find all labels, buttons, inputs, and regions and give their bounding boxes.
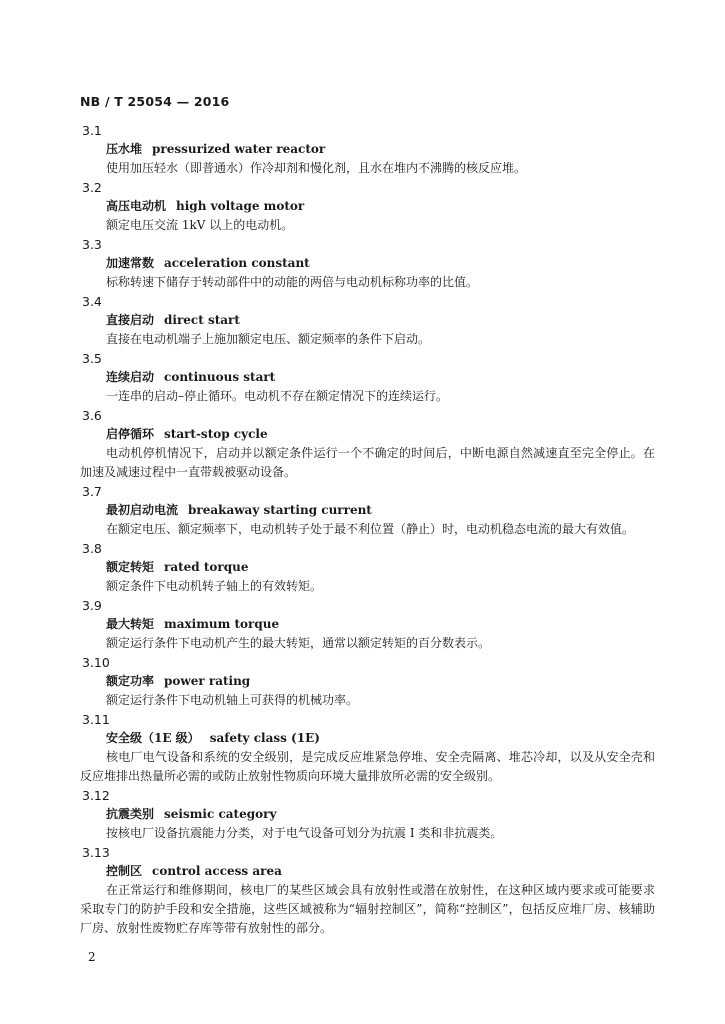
term-title (106, 615, 660, 634)
clause-number: 3.13 (82, 845, 110, 860)
clause-number: 3.10 (82, 655, 110, 670)
term-entry (80, 292, 660, 349)
clause-number: 3.8 (82, 541, 102, 556)
term-title (106, 805, 660, 824)
term-entry (80, 349, 660, 406)
term-definition: 按核电厂设备抗震能力分类，对于电气设备可划分为抗震 I 类和非抗震类。 (106, 826, 503, 840)
term-english: safety class (1E) (209, 731, 320, 745)
term-title (106, 425, 660, 444)
clause-number: 3.3 (82, 237, 102, 252)
term-english: pressurized water reactor (152, 142, 326, 156)
term-definition: 额定运行条件下电动机轴上可获得的机械功率。 (106, 693, 359, 707)
term-chinese: 加速常数 (106, 256, 155, 270)
term-entry (80, 178, 660, 235)
term-definition: 电动机停机情况下，启动并以额定条件运行一个不确定的时间后，中断电源自然减速直至完全停止。在加速及减速过程中一直带载被驱动设备。 (80, 446, 655, 479)
term-chinese: 连续启动 (106, 370, 155, 384)
term-definition: 额定运行条件下电动机产生的最大转矩，通常以额定转矩的百分数表示。 (106, 636, 491, 650)
term-chinese: 最大转矩 (106, 617, 155, 631)
term-chinese: 高压电动机 (106, 199, 167, 213)
clause-number: 3.9 (82, 598, 102, 613)
term-entry (80, 482, 660, 539)
term-definition: 标称转速下储存于转动部件中的动能的两倍与电动机标称功率的比值。 (106, 275, 479, 289)
clause-number: 3.11 (82, 712, 110, 727)
term-title (106, 501, 660, 520)
term-english: direct start (164, 313, 240, 327)
terms-and-definitions-section (80, 121, 660, 938)
term-definition: 核电厂电气设备和系统的安全级别，是完成反应堆紧急停堆、安全壳隔离、堆芯冷却，以及从安全壳和反应堆排出热量所必需的或防止放射性物质向环境大量排放所必需的安全级别。 (80, 750, 655, 783)
term-english: breakaway starting current (188, 503, 372, 517)
term-title (106, 862, 660, 881)
term-english: rated torque (164, 560, 249, 574)
standard-number-header: NB / T 25054 — 2016 (80, 94, 230, 109)
term-chinese: 额定转矩 (106, 560, 155, 574)
term-title (106, 368, 660, 387)
term-entry (80, 596, 660, 653)
term-chinese: 额定功率 (106, 674, 155, 688)
term-chinese: 抗震类别 (106, 807, 155, 821)
clause-number: 3.12 (82, 788, 110, 803)
term-definition: 一连串的启动–停止循环。电动机不存在额定情况下的连续运行。 (106, 389, 449, 403)
term-title (106, 672, 660, 691)
term-chinese: 直接启动 (106, 313, 155, 327)
term-definition: 使用加压轻水（即普通水）作冷却剂和慢化剂，且水在堆内不沸腾的核反应堆。 (106, 161, 527, 175)
term-title (106, 558, 660, 577)
term-title (106, 254, 660, 273)
clause-number: 3.2 (82, 180, 102, 195)
term-english: control access area (152, 864, 282, 878)
term-chinese: 控制区 (106, 864, 143, 878)
term-entry (80, 653, 660, 710)
term-english: high voltage motor (176, 199, 305, 213)
term-title (106, 729, 660, 748)
term-entry (80, 121, 660, 178)
term-title (106, 140, 660, 159)
term-entry (80, 710, 660, 786)
term-english: maximum torque (164, 617, 280, 631)
term-entry (80, 539, 660, 596)
term-english: start-stop cycle (164, 427, 268, 441)
term-english: acceleration constant (164, 256, 310, 270)
term-definition: 在正常运行和维修期间，核电厂的某些区域会具有放射性或潜在放射性，在这种区域内要求或可能要求采取专门的防护手段和安全措施，这些区域被称为“辐射控制区”，简称“控制区”，包括反应堆厂房、核辅助厂房、放射性废物贮存库等带有放射性的部分。 (80, 883, 655, 935)
page-number: 2 (88, 950, 96, 964)
term-definition: 直接在电动机端子上施加额定电压、额定频率的条件下启动。 (106, 332, 431, 346)
term-title (106, 311, 660, 330)
term-chinese: 安全级（1E 级） (106, 731, 200, 745)
term-english: seismic category (164, 807, 277, 821)
clause-number: 3.4 (82, 294, 102, 309)
clause-number: 3.5 (82, 351, 102, 366)
term-english: continuous start (164, 370, 276, 384)
clause-number: 3.6 (82, 408, 102, 423)
term-entry (80, 406, 660, 482)
clause-number: 3.1 (82, 123, 102, 138)
term-definition: 在额定电压、额定频率下，电动机转子处于最不利位置（静止）时，电动机稳态电流的最大有效值。 (106, 522, 635, 536)
term-chinese: 压水堆 (106, 142, 143, 156)
term-entry (80, 843, 660, 938)
term-definition: 额定条件下电动机转子轴上的有效转矩。 (106, 579, 323, 593)
clause-number: 3.7 (82, 484, 102, 499)
term-definition: 额定电压交流 1kV 以上的电动机。 (106, 218, 294, 232)
term-entry (80, 235, 660, 292)
term-english: power rating (164, 674, 251, 688)
term-entry (80, 786, 660, 843)
term-chinese: 启停循环 (106, 427, 155, 441)
term-chinese: 最初启动电流 (106, 503, 179, 517)
term-title (106, 197, 660, 216)
